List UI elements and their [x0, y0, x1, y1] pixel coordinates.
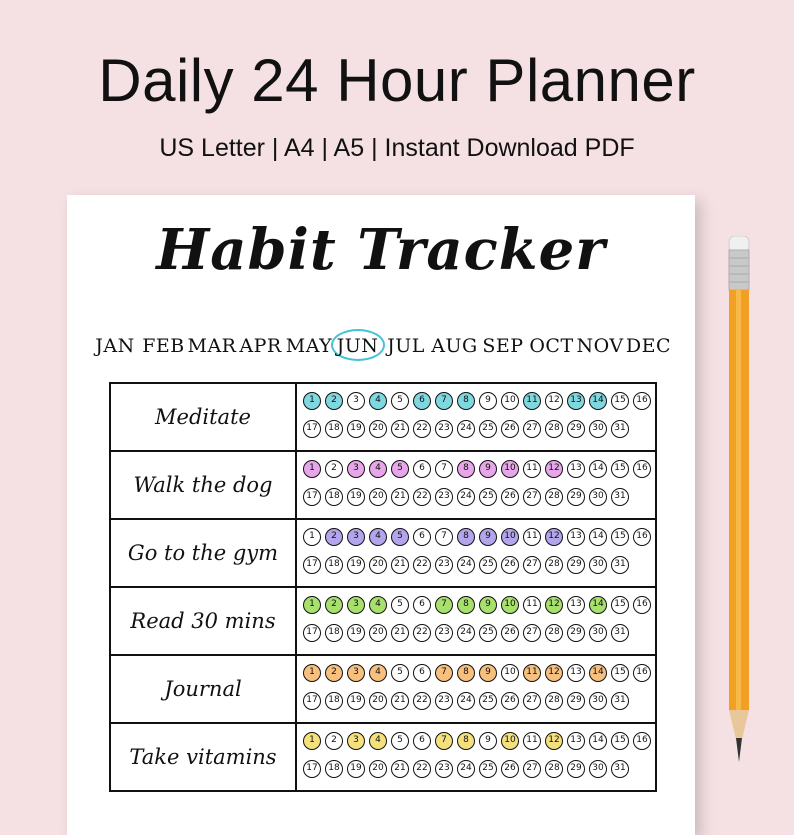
- habit-row: [111, 588, 655, 656]
- day-circle[interactable]: 4: [369, 664, 387, 682]
- day-circle[interactable]: 24: [457, 760, 475, 778]
- habit-days: [297, 452, 655, 518]
- day-circle[interactable]: 15: [611, 392, 629, 410]
- day-circle[interactable]: 25: [479, 692, 497, 710]
- day-circle[interactable]: 1: [303, 732, 321, 750]
- month-feb[interactable]: FEB: [142, 335, 185, 357]
- day-circle[interactable]: 1: [303, 460, 321, 478]
- day-circle[interactable]: 13: [567, 460, 585, 478]
- day-circle[interactable]: 23: [435, 624, 453, 642]
- day-circle[interactable]: 26: [501, 692, 519, 710]
- day-circle[interactable]: 17: [303, 692, 321, 710]
- day-circle[interactable]: 21: [391, 556, 409, 574]
- day-circle[interactable]: 28: [545, 420, 563, 438]
- day-circle[interactable]: 3: [347, 392, 365, 410]
- day-circle[interactable]: 12: [545, 392, 563, 410]
- day-circle[interactable]: 8: [457, 528, 475, 546]
- day-circle[interactable]: 28: [545, 624, 563, 642]
- day-circle[interactable]: 25: [479, 556, 497, 574]
- day-circle[interactable]: 3: [347, 664, 365, 682]
- day-circle[interactable]: 22: [413, 488, 431, 506]
- day-circle[interactable]: 5: [391, 528, 409, 546]
- day-circle[interactable]: 5: [391, 460, 409, 478]
- month-dec[interactable]: DEC: [625, 335, 672, 357]
- day-circle[interactable]: 10: [501, 460, 519, 478]
- day-circle[interactable]: 30: [589, 556, 607, 574]
- day-circle[interactable]: 6: [413, 664, 431, 682]
- day-circle[interactable]: 1: [303, 392, 321, 410]
- day-circle[interactable]: 14: [589, 596, 607, 614]
- day-circle[interactable]: 26: [501, 556, 519, 574]
- day-circle[interactable]: 29: [567, 488, 585, 506]
- day-circle[interactable]: 6: [413, 392, 431, 410]
- day-circle[interactable]: 31: [611, 624, 629, 642]
- day-circle[interactable]: 15: [611, 596, 629, 614]
- day-circle[interactable]: 14: [589, 460, 607, 478]
- day-circle[interactable]: 27: [523, 692, 541, 710]
- day-circle[interactable]: 6: [413, 596, 431, 614]
- day-circle[interactable]: 1: [303, 664, 321, 682]
- day-circle[interactable]: 26: [501, 760, 519, 778]
- day-circle[interactable]: 20: [369, 692, 387, 710]
- day-circle[interactable]: 9: [479, 596, 497, 614]
- day-circle[interactable]: 19: [347, 556, 365, 574]
- day-circle[interactable]: 16: [633, 596, 651, 614]
- day-circle[interactable]: 3: [347, 528, 365, 546]
- day-circle[interactable]: 3: [347, 596, 365, 614]
- day-circle[interactable]: 7: [435, 596, 453, 614]
- day-circle[interactable]: 28: [545, 692, 563, 710]
- month-nov[interactable]: NOV: [576, 335, 624, 357]
- day-circle[interactable]: 12: [545, 732, 563, 750]
- day-circle[interactable]: 31: [611, 760, 629, 778]
- day-circle[interactable]: 12: [545, 664, 563, 682]
- habit-row: [111, 452, 655, 520]
- day-circle[interactable]: 21: [391, 420, 409, 438]
- day-circle[interactable]: 4: [369, 460, 387, 478]
- day-circle[interactable]: 8: [457, 460, 475, 478]
- day-circle[interactable]: 22: [413, 420, 431, 438]
- habit-days: [297, 656, 655, 722]
- day-circle[interactable]: 24: [457, 624, 475, 642]
- day-circle[interactable]: 2: [325, 664, 343, 682]
- day-circle[interactable]: 4: [369, 528, 387, 546]
- day-circle[interactable]: 17: [303, 624, 321, 642]
- habit-label: Go to the gym: [111, 520, 297, 586]
- day-circle[interactable]: 18: [325, 760, 343, 778]
- day-circle[interactable]: 9: [479, 528, 497, 546]
- day-circle[interactable]: 28: [545, 488, 563, 506]
- day-circle[interactable]: 21: [391, 488, 409, 506]
- day-circle[interactable]: 23: [435, 760, 453, 778]
- pencil-ferrule: [729, 250, 749, 290]
- habit-days: [297, 520, 655, 586]
- habit-label: Walk the dog: [111, 452, 297, 518]
- day-circle[interactable]: 19: [347, 420, 365, 438]
- day-circle[interactable]: 7: [435, 732, 453, 750]
- day-circle[interactable]: 24: [457, 420, 475, 438]
- day-circle[interactable]: 4: [369, 392, 387, 410]
- day-circle[interactable]: 18: [325, 488, 343, 506]
- day-circle[interactable]: 7: [435, 460, 453, 478]
- day-circle[interactable]: 29: [567, 556, 585, 574]
- day-circle[interactable]: 23: [435, 692, 453, 710]
- habit-label: Read 30 mins: [111, 588, 297, 654]
- day-circle[interactable]: 6: [413, 460, 431, 478]
- day-circle[interactable]: 27: [523, 420, 541, 438]
- month-jan[interactable]: JAN: [95, 335, 135, 357]
- day-circle[interactable]: 13: [567, 664, 585, 682]
- day-circle[interactable]: 11: [523, 392, 541, 410]
- day-circle[interactable]: 15: [611, 732, 629, 750]
- day-circle[interactable]: 22: [413, 556, 431, 574]
- day-circle[interactable]: 30: [589, 420, 607, 438]
- day-circle[interactable]: 13: [567, 392, 585, 410]
- day-circle[interactable]: 30: [589, 488, 607, 506]
- day-circle[interactable]: 13: [567, 528, 585, 546]
- day-circle[interactable]: 15: [611, 664, 629, 682]
- day-circle[interactable]: 11: [523, 596, 541, 614]
- day-circle[interactable]: 14: [589, 392, 607, 410]
- day-circle[interactable]: 29: [567, 760, 585, 778]
- day-circle[interactable]: 8: [457, 392, 475, 410]
- month-jun[interactable]: JUN: [336, 335, 379, 357]
- habit-row: [111, 384, 655, 452]
- habit-days: [297, 588, 655, 654]
- day-circle[interactable]: 9: [479, 392, 497, 410]
- month-oct[interactable]: OCT: [529, 335, 574, 357]
- hero-title: Daily 24 Hour Planner: [98, 47, 696, 114]
- day-circle[interactable]: 14: [589, 732, 607, 750]
- day-circle[interactable]: 17: [303, 420, 321, 438]
- day-circle[interactable]: 29: [567, 692, 585, 710]
- day-circle[interactable]: 8: [457, 732, 475, 750]
- month-jul[interactable]: JUL: [387, 335, 425, 357]
- habit-row: [111, 520, 655, 588]
- day-circle[interactable]: 26: [501, 488, 519, 506]
- day-circle[interactable]: 11: [523, 460, 541, 478]
- day-circle[interactable]: 18: [325, 420, 343, 438]
- day-circle[interactable]: 22: [413, 760, 431, 778]
- day-circle[interactable]: 7: [435, 392, 453, 410]
- day-circle[interactable]: 31: [611, 488, 629, 506]
- planner-sheet: [67, 195, 695, 835]
- hero-subtitle: US Letter | A4 | A5 | Instant Download PDF: [159, 134, 635, 162]
- day-circle[interactable]: 11: [523, 528, 541, 546]
- day-circle[interactable]: 7: [435, 528, 453, 546]
- day-circle[interactable]: 20: [369, 760, 387, 778]
- day-circle[interactable]: 10: [501, 732, 519, 750]
- day-circle[interactable]: 25: [479, 760, 497, 778]
- day-circle[interactable]: 17: [303, 760, 321, 778]
- day-circle[interactable]: 2: [325, 392, 343, 410]
- day-circle[interactable]: 5: [391, 732, 409, 750]
- day-circle[interactable]: 8: [457, 596, 475, 614]
- day-circle[interactable]: 23: [435, 488, 453, 506]
- day-circle[interactable]: 1: [303, 528, 321, 546]
- day-circle[interactable]: 25: [479, 488, 497, 506]
- day-circle[interactable]: 10: [501, 392, 519, 410]
- day-circle[interactable]: 4: [369, 732, 387, 750]
- day-circle[interactable]: 24: [457, 488, 475, 506]
- day-circle[interactable]: 18: [325, 556, 343, 574]
- day-circle[interactable]: 8: [457, 664, 475, 682]
- day-circle[interactable]: 21: [391, 760, 409, 778]
- day-circle[interactable]: 18: [325, 692, 343, 710]
- day-circle[interactable]: 3: [347, 460, 365, 478]
- day-circle[interactable]: 20: [369, 556, 387, 574]
- day-circle[interactable]: 10: [501, 596, 519, 614]
- month-aug[interactable]: AUG: [431, 335, 478, 357]
- day-circle[interactable]: 19: [347, 488, 365, 506]
- day-circle[interactable]: 30: [589, 692, 607, 710]
- day-circle[interactable]: 12: [545, 460, 563, 478]
- day-circle[interactable]: 18: [325, 624, 343, 642]
- day-circle[interactable]: 28: [545, 760, 563, 778]
- habit-days: [297, 384, 655, 450]
- day-circle[interactable]: 26: [501, 420, 519, 438]
- day-circle[interactable]: 13: [567, 596, 585, 614]
- day-circle[interactable]: 27: [523, 488, 541, 506]
- pencil-lead: [736, 738, 742, 762]
- month-mar[interactable]: MAR: [187, 335, 237, 357]
- day-circle[interactable]: 29: [567, 624, 585, 642]
- day-circle[interactable]: 30: [589, 624, 607, 642]
- day-circle[interactable]: 16: [633, 732, 651, 750]
- habit-label: Meditate: [111, 384, 297, 450]
- habit-row: [111, 724, 655, 792]
- day-circle[interactable]: 15: [611, 528, 629, 546]
- day-circle[interactable]: 15: [611, 460, 629, 478]
- habit-grid: [109, 382, 657, 792]
- habit-days: [297, 724, 655, 790]
- day-circle[interactable]: 5: [391, 596, 409, 614]
- day-circle[interactable]: 16: [633, 528, 651, 546]
- day-circle[interactable]: 31: [611, 420, 629, 438]
- day-circle[interactable]: 31: [611, 692, 629, 710]
- day-circle[interactable]: 24: [457, 556, 475, 574]
- day-circle[interactable]: 30: [589, 760, 607, 778]
- day-circle[interactable]: 5: [391, 392, 409, 410]
- day-circle[interactable]: 27: [523, 556, 541, 574]
- day-circle[interactable]: 25: [479, 420, 497, 438]
- day-circle[interactable]: 16: [633, 460, 651, 478]
- day-circle[interactable]: 21: [391, 624, 409, 642]
- day-circle[interactable]: 2: [325, 596, 343, 614]
- day-circle[interactable]: 2: [325, 732, 343, 750]
- day-circle[interactable]: 10: [501, 528, 519, 546]
- day-circle[interactable]: 22: [413, 692, 431, 710]
- day-circle[interactable]: 11: [523, 664, 541, 682]
- day-circle[interactable]: 22: [413, 624, 431, 642]
- day-circle[interactable]: 23: [435, 556, 453, 574]
- day-circle[interactable]: 23: [435, 420, 453, 438]
- day-circle[interactable]: 19: [347, 624, 365, 642]
- day-circle[interactable]: 20: [369, 488, 387, 506]
- day-circle[interactable]: 1: [303, 596, 321, 614]
- day-circle[interactable]: 19: [347, 692, 365, 710]
- day-circle[interactable]: 27: [523, 624, 541, 642]
- day-circle[interactable]: 9: [479, 732, 497, 750]
- day-circle[interactable]: 20: [369, 420, 387, 438]
- day-circle[interactable]: 6: [413, 528, 431, 546]
- day-circle[interactable]: 17: [303, 488, 321, 506]
- month-may[interactable]: MAY: [285, 335, 333, 357]
- day-circle[interactable]: 25: [479, 624, 497, 642]
- day-circle[interactable]: 16: [633, 664, 651, 682]
- day-circle[interactable]: 17: [303, 556, 321, 574]
- day-circle[interactable]: 21: [391, 692, 409, 710]
- day-circle[interactable]: 31: [611, 556, 629, 574]
- sheet-title: Habit Tracker: [156, 217, 606, 283]
- day-circle[interactable]: 11: [523, 732, 541, 750]
- habit-row: [111, 656, 655, 724]
- day-circle[interactable]: 7: [435, 664, 453, 682]
- month-sep[interactable]: SEP: [482, 335, 524, 357]
- month-selector: [95, 327, 672, 363]
- day-circle[interactable]: 16: [633, 392, 651, 410]
- day-circle[interactable]: 14: [589, 528, 607, 546]
- day-circle[interactable]: 12: [545, 596, 563, 614]
- day-circle[interactable]: 28: [545, 556, 563, 574]
- day-circle[interactable]: 29: [567, 420, 585, 438]
- day-circle[interactable]: 19: [347, 760, 365, 778]
- day-circle[interactable]: 6: [413, 732, 431, 750]
- day-circle[interactable]: 9: [479, 664, 497, 682]
- pencil-illustration: [727, 236, 751, 764]
- day-circle[interactable]: 2: [325, 528, 343, 546]
- day-circle[interactable]: 5: [391, 664, 409, 682]
- day-circle[interactable]: 27: [523, 760, 541, 778]
- day-circle[interactable]: 20: [369, 624, 387, 642]
- day-circle[interactable]: 12: [545, 528, 563, 546]
- day-circle[interactable]: 4: [369, 596, 387, 614]
- day-circle[interactable]: 10: [501, 664, 519, 682]
- day-circle[interactable]: 14: [589, 664, 607, 682]
- habit-label: Take vitamins: [111, 724, 297, 790]
- habit-label: Journal: [111, 656, 297, 722]
- day-circle[interactable]: 26: [501, 624, 519, 642]
- day-circle[interactable]: 13: [567, 732, 585, 750]
- day-circle[interactable]: 24: [457, 692, 475, 710]
- day-circle[interactable]: 9: [479, 460, 497, 478]
- day-circle[interactable]: 3: [347, 732, 365, 750]
- day-circle[interactable]: 2: [325, 460, 343, 478]
- month-apr[interactable]: APR: [239, 335, 282, 357]
